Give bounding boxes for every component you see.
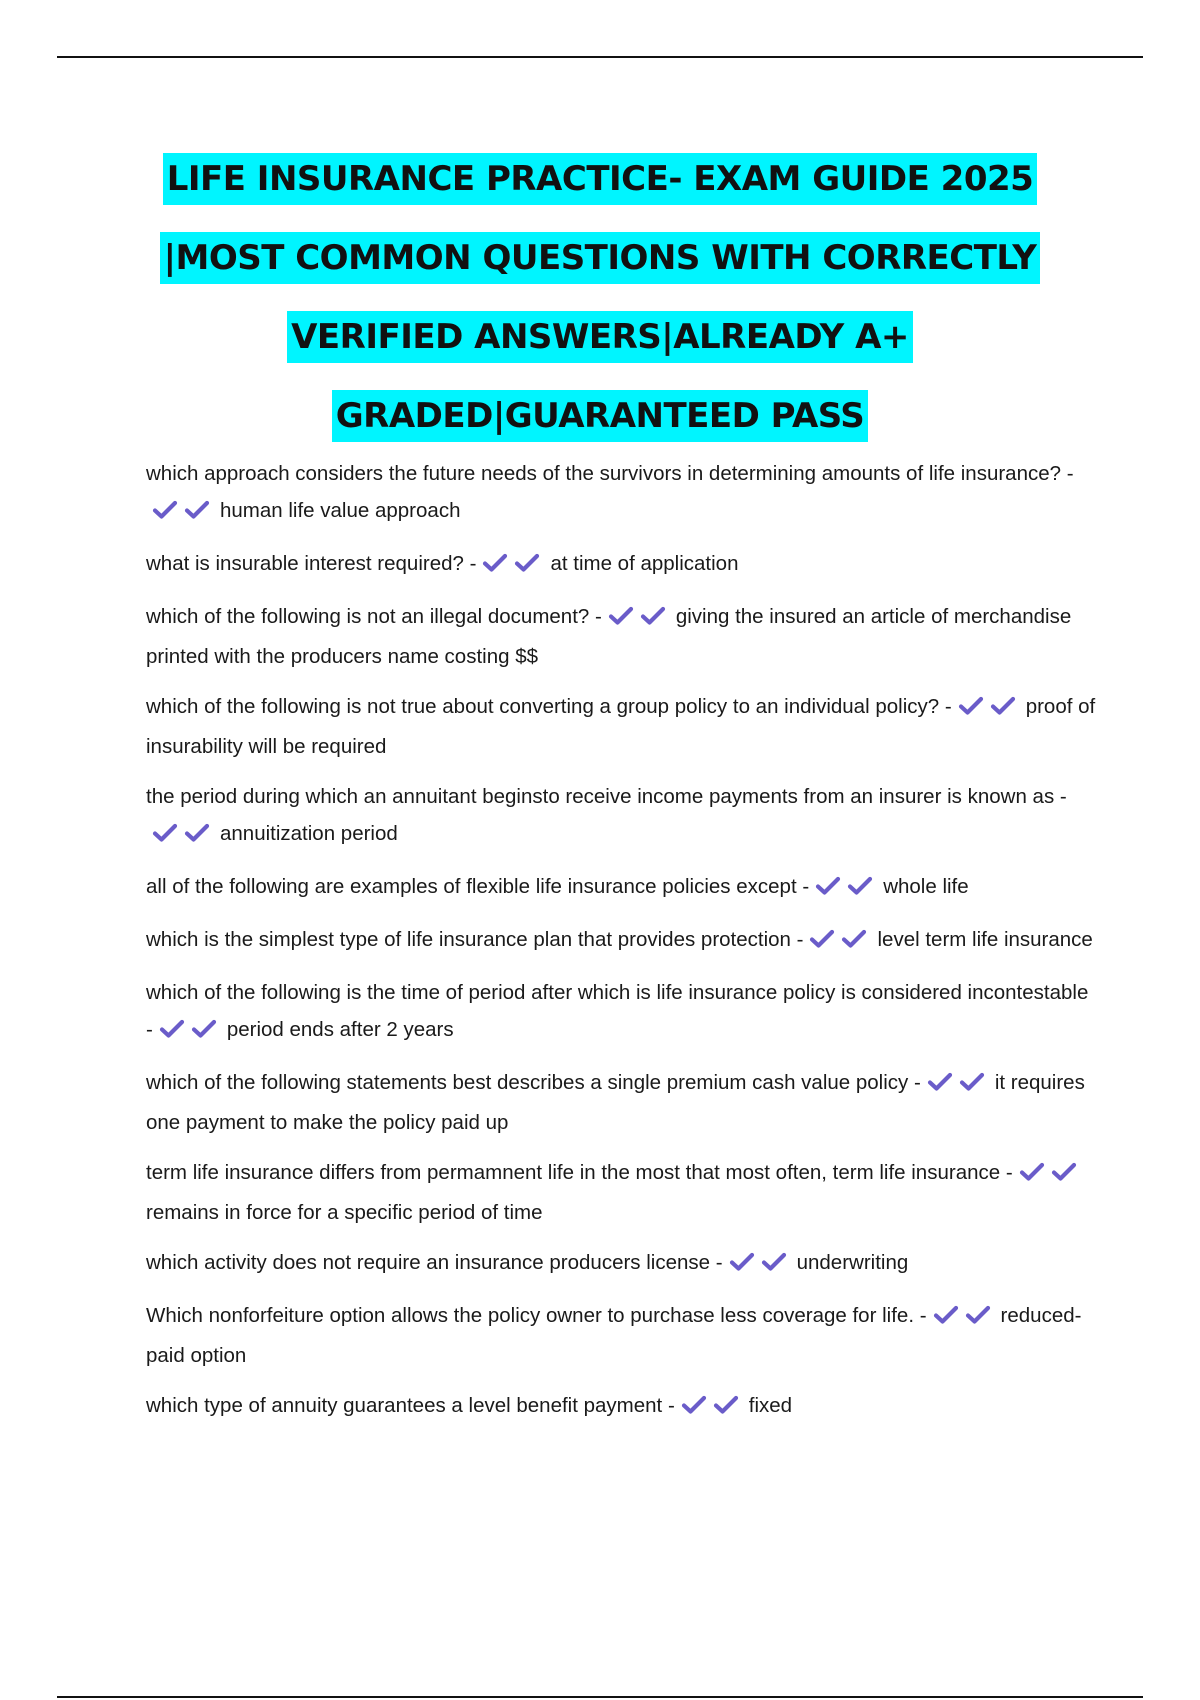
separator: - xyxy=(1005,1161,1013,1184)
title-line xyxy=(57,377,1143,456)
question-text: which of the following statements best describes a single premium cash value policy xyxy=(146,1071,909,1094)
answer-text: proof of insurability will be required xyxy=(146,695,1096,758)
qa-item xyxy=(146,688,1096,765)
question-text: the period during which an annuitant beginsto receive income payments from an insurer is known as xyxy=(146,785,1055,808)
verified-checks xyxy=(608,601,672,638)
document-title xyxy=(57,140,1143,456)
qa-item xyxy=(146,921,1096,961)
qa-item xyxy=(146,974,1096,1051)
separator: - xyxy=(796,928,804,951)
check-mark-icon xyxy=(184,823,210,843)
question-text: which of the following is not an illegal document? xyxy=(146,605,590,628)
verified-checks xyxy=(681,1390,745,1427)
qa-item xyxy=(146,1244,1096,1284)
title-line xyxy=(57,219,1143,298)
separator: - xyxy=(919,1304,927,1327)
answer-text: whole life xyxy=(883,875,969,898)
answer-text: period ends after 2 years xyxy=(226,1018,454,1041)
check-mark-icon xyxy=(152,823,178,843)
verified-checks xyxy=(729,1247,793,1284)
verified-checks xyxy=(152,818,216,855)
check-mark-icon xyxy=(841,929,867,949)
check-mark-icon xyxy=(1051,1162,1077,1182)
check-mark-icon xyxy=(159,1019,185,1039)
verified-checks xyxy=(159,1014,223,1051)
title-line xyxy=(57,140,1143,219)
qa-item xyxy=(146,598,1096,675)
verified-checks xyxy=(1019,1157,1083,1194)
check-mark-icon xyxy=(681,1395,707,1415)
answer-text: at time of application xyxy=(550,552,739,575)
title-line-text: GRADED|GUARANTEED PASS xyxy=(332,390,868,442)
check-mark-icon xyxy=(965,1305,991,1325)
separator: - xyxy=(667,1394,675,1417)
answer-text: giving the insured an article of merchandise printed with the producers name costing $$ xyxy=(146,605,1072,668)
question-answer-list xyxy=(146,455,1096,1440)
title-line-text: LIFE INSURANCE PRACTICE- EXAM GUIDE 2025 xyxy=(163,153,1038,205)
verified-checks xyxy=(815,871,879,908)
verified-checks xyxy=(809,924,873,961)
check-mark-icon xyxy=(990,696,1016,716)
qa-item xyxy=(146,778,1096,855)
question-text: which activity does not require an insurance producers license xyxy=(146,1251,711,1274)
top-rule xyxy=(57,56,1143,58)
answer-text: level term life insurance xyxy=(877,928,1093,951)
question-text: all of the following are examples of flexible life insurance policies except xyxy=(146,875,797,898)
check-mark-icon xyxy=(933,1305,959,1325)
answer-text: human life value approach xyxy=(220,499,461,522)
qa-item xyxy=(146,868,1096,908)
qa-item xyxy=(146,1154,1096,1231)
verified-checks xyxy=(958,691,1022,728)
separator: - xyxy=(469,552,477,575)
separator: - xyxy=(914,1071,921,1094)
question-text: which of the following is the time of period after which is life insurance policy is considered incontestable xyxy=(146,981,1089,1004)
bottom-rule xyxy=(57,1696,1143,1698)
check-mark-icon xyxy=(1019,1162,1045,1182)
answer-text: annuitization period xyxy=(220,822,398,845)
check-mark-icon xyxy=(152,500,178,520)
check-mark-icon xyxy=(927,1072,953,1092)
qa-item xyxy=(146,1387,1096,1427)
separator: - xyxy=(595,605,602,628)
check-mark-icon xyxy=(608,606,634,626)
separator: - xyxy=(715,1251,723,1274)
question-text: what is insurable interest required? xyxy=(146,552,464,575)
check-mark-icon xyxy=(761,1252,787,1272)
separator: - xyxy=(1066,462,1074,485)
separator: - xyxy=(944,695,952,718)
title-line-text: VERIFIED ANSWERS|ALREADY A+ xyxy=(287,311,913,363)
qa-item xyxy=(146,1297,1096,1374)
answer-text: it requires one payment to make the policy paid up xyxy=(146,1071,1085,1134)
qa-item xyxy=(146,455,1096,532)
question-text: which of the following is not true about converting a group policy to an individual policy? xyxy=(146,695,940,718)
qa-item xyxy=(146,1064,1096,1141)
check-mark-icon xyxy=(958,696,984,716)
verified-checks xyxy=(482,548,546,585)
title-line xyxy=(57,298,1143,377)
check-mark-icon xyxy=(514,553,540,573)
separator: - xyxy=(802,875,810,898)
verified-checks xyxy=(933,1300,997,1337)
check-mark-icon xyxy=(815,876,841,896)
separator: - xyxy=(1059,785,1067,808)
verified-checks xyxy=(927,1067,991,1104)
answer-text: remains in force for a specific period of time xyxy=(146,1201,543,1224)
question-text: which type of annuity guarantees a level benefit payment xyxy=(146,1394,663,1417)
verified-checks xyxy=(152,495,216,532)
check-mark-icon xyxy=(191,1019,217,1039)
answer-text: underwriting xyxy=(796,1251,909,1274)
check-mark-icon xyxy=(729,1252,755,1272)
check-mark-icon xyxy=(713,1395,739,1415)
check-mark-icon xyxy=(482,553,508,573)
qa-item xyxy=(146,545,1096,585)
question-text: Which nonforfeiture option allows the policy owner to purchase less coverage for life. xyxy=(146,1304,915,1327)
check-mark-icon xyxy=(809,929,835,949)
separator: - xyxy=(146,1018,153,1041)
check-mark-icon xyxy=(640,606,666,626)
check-mark-icon xyxy=(184,500,210,520)
check-mark-icon xyxy=(847,876,873,896)
answer-text: fixed xyxy=(748,1394,793,1417)
question-text: which approach considers the future needs of the survivors in determining amounts of life insurance? xyxy=(146,462,1062,485)
question-text: which is the simplest type of life insurance plan that provides protection xyxy=(146,928,791,951)
check-mark-icon xyxy=(959,1072,985,1092)
answer-text: reduced-paid option xyxy=(146,1304,1082,1367)
title-line-text: |MOST COMMON QUESTIONS WITH CORRECTLY xyxy=(160,232,1041,284)
question-text: term life insurance differs from permamnent life in the most that most often, term life insurance xyxy=(146,1161,1001,1184)
